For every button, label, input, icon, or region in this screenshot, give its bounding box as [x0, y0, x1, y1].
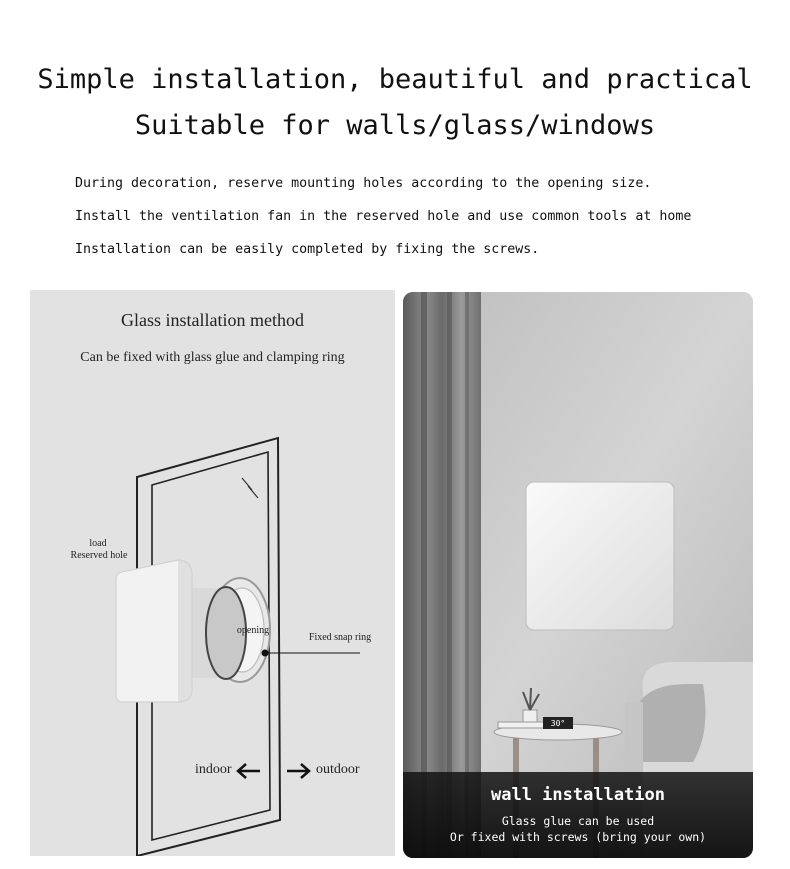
label-fixed-snap-ring: Fixed snap ring [308, 632, 372, 643]
description-line-1: During decoration, reserve mounting holes according to the opening size. [75, 176, 652, 191]
clock-display: 30° [550, 719, 566, 728]
label-load: load [89, 538, 107, 549]
label-reserved-hole: Reserved hole [70, 550, 128, 561]
glass-panel-title: Glass installation method [121, 310, 304, 330]
wall-installation-panel [403, 292, 753, 858]
headline-line-1: Simple installation, beautiful and practical [37, 64, 753, 95]
glass-installation-panel [30, 290, 395, 856]
description-line-2: Install the ventilation fan in the reserved hole and use common tools at home [75, 209, 692, 224]
glass-panel-subtitle: Can be fixed with glass glue and clamping ring [80, 350, 345, 365]
wall-caption-line-2: Or fixed with screws (bring your own) [449, 830, 707, 844]
fan-front-panel [116, 560, 186, 702]
label-outdoor: outdoor [316, 762, 360, 777]
wall-caption-title: wall installation [491, 785, 665, 805]
label-opening: opening [236, 625, 270, 636]
wall-fan-panel [526, 482, 674, 630]
label-indoor: indoor [195, 762, 232, 777]
wall-caption-line-1: Glass glue can be used [501, 814, 655, 828]
headline-line-2: Suitable for walls/glass/windows [134, 110, 656, 141]
description-line-3: Installation can be easily completed by fixing the screws. [75, 242, 540, 257]
